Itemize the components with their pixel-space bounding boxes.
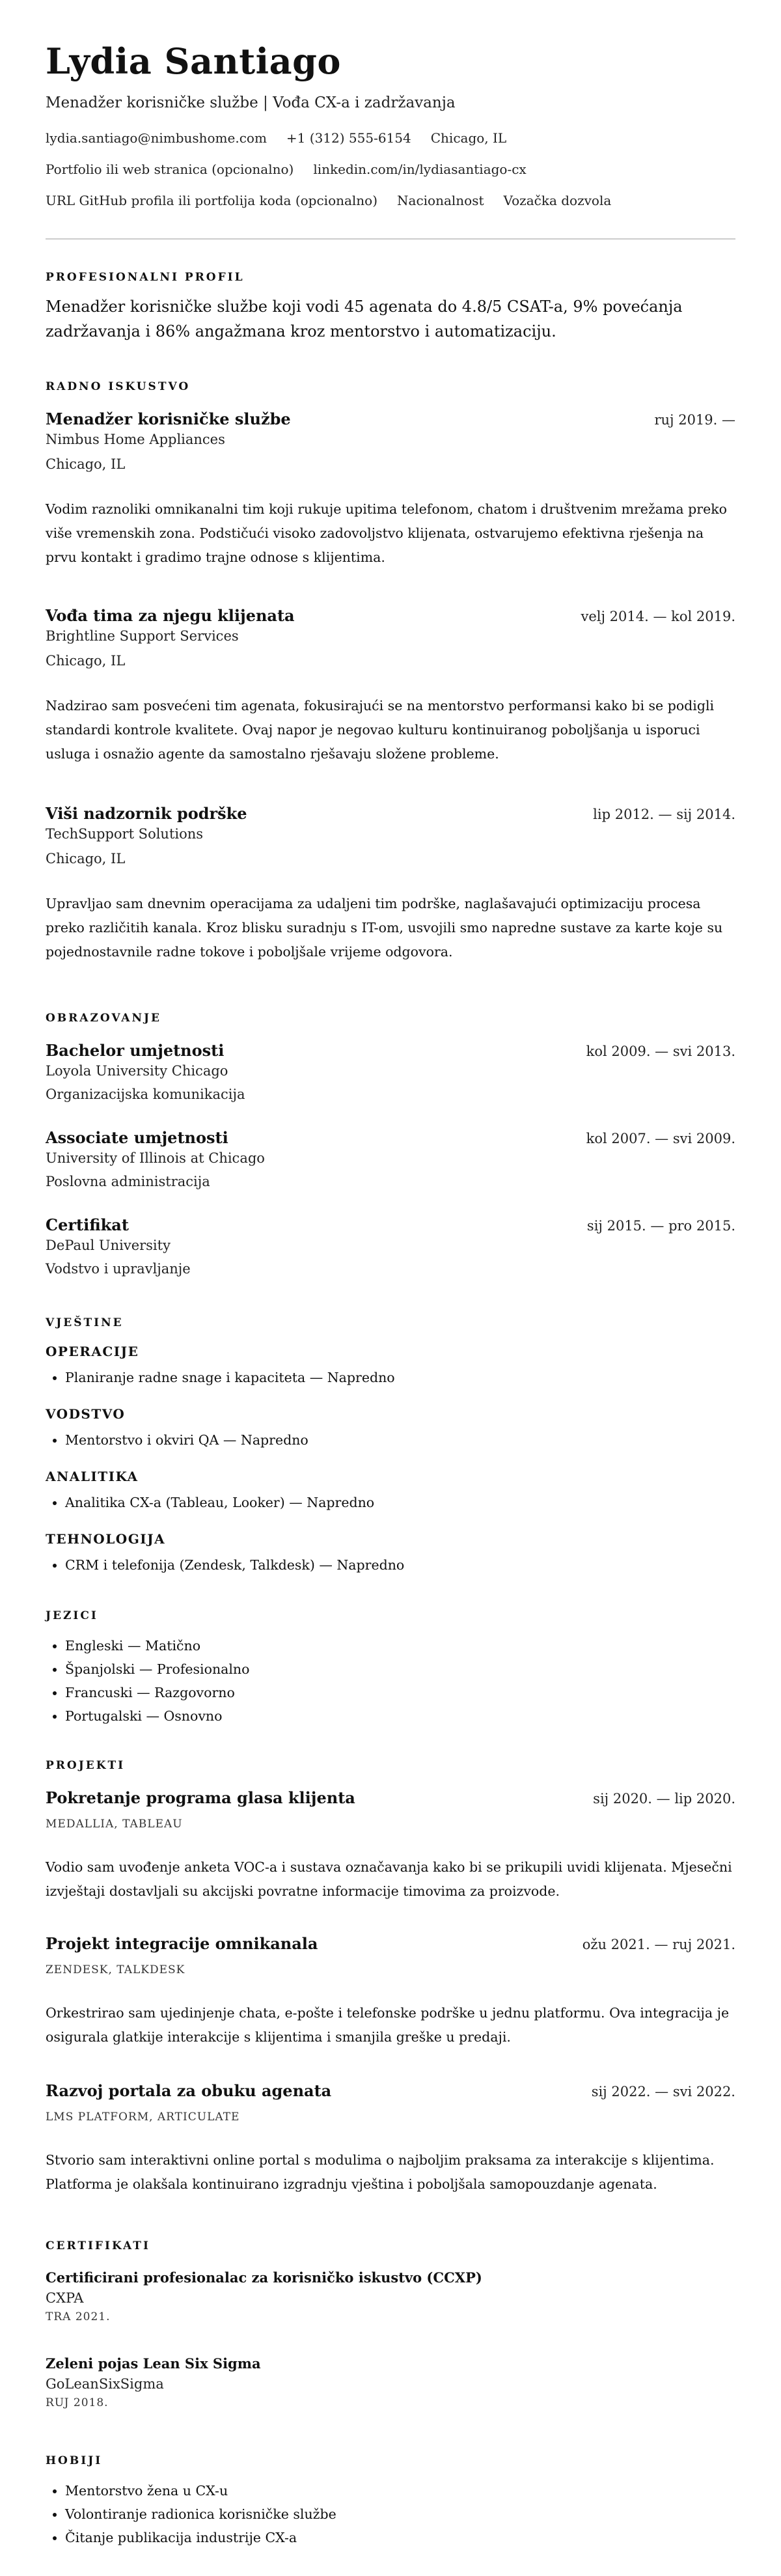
skill-group	[46, 1469, 735, 1514]
language-item: • Francuski — Razgovorno	[65, 1681, 735, 1704]
project-tags: MEDALLIA, TABLEAU	[46, 1818, 183, 1831]
section-title-languages: JEZICI	[46, 1609, 98, 1622]
project-name: Projekt integracije omnikanala	[46, 1934, 318, 1953]
field-of-study: Vodstvo i upravljanje	[46, 1261, 191, 1277]
job-location: Chicago, IL	[46, 653, 126, 669]
language-item: • Španjolski — Profesionalno	[65, 1657, 735, 1681]
hobby-list	[46, 2479, 735, 2549]
candidate-headline: Menadžer korisničke službe | Vođa CX-a i zadržavanja	[46, 94, 456, 111]
job-description: Vodim raznoliki omnikanalni tim koji rukuje upitima telefonom, chatom i društvenim mrežama preko više vremenskih zona. Podstičući visoko zadovoljstvo klijenata, ostvarujemo efektivna rješenja na prvu kontakt i gradimo trajne odnose s klijentima.	[46, 501, 727, 565]
project-name: Razvoj portala za obuku agenata	[46, 2081, 332, 2100]
linkedin-link[interactable]: linkedin.com/in/lydiasantiago-cx	[313, 161, 527, 177]
field-of-study: Poslovna administracija	[46, 1174, 210, 1189]
job-description: Nadzirao sam posvećeni tim agenata, fokusirajući se na mentorstvo performansi kako bi se podigli standardi kontrole kvalitete. Ovaj napor je negovao kulturu kontinuiranog poboljšanja u isporuci usluga i osnažio agente da samostalno rješavaju složene probleme.	[46, 698, 715, 762]
certificate-entry	[46, 2268, 735, 2325]
section-title-experience: RADNO ISKUSTVO	[46, 380, 191, 393]
city-text: Chicago, IL	[430, 130, 507, 146]
education-date: kol 2009. — svi 2013.	[586, 1044, 735, 1059]
project-entry	[46, 1788, 735, 1904]
project-header	[46, 1933, 735, 1954]
skill-list	[46, 1366, 735, 1389]
job-entry	[46, 409, 735, 570]
section-title-certificates: CERTIFIKATI	[46, 2239, 150, 2252]
hobby-item: • Volontiranje radionica korisničke službe	[65, 2502, 735, 2526]
job-title: Viši nadzornik podrške	[46, 804, 247, 823]
project-tags: LMS PLATFORM, ARTICULATE	[46, 2111, 240, 2124]
education-header	[46, 1215, 735, 1236]
contact-row-2	[46, 160, 735, 178]
header-divider	[46, 238, 735, 240]
project-header	[46, 2081, 735, 2101]
field-of-study: Organizacijska komunikacija	[46, 1087, 245, 1102]
job-date: velj 2014. — kol 2019.	[581, 609, 735, 624]
certificate-issuer: CXPA	[46, 2290, 84, 2306]
job-entry	[46, 605, 735, 766]
certificate-entry	[46, 2354, 735, 2411]
project-name: Pokretanje programa glasa klijenta	[46, 1788, 355, 1807]
project-date: ožu 2021. — ruj 2021.	[582, 1937, 735, 1952]
job-header	[46, 605, 735, 626]
job-title: Menadžer korisničke službe	[46, 409, 291, 428]
skill-group-name: ANALITIKA	[46, 1469, 139, 1484]
job-header	[46, 409, 735, 430]
skill-item: • Planiranje radne snage i kapaciteta — Napredno	[65, 1366, 735, 1389]
section-title-hobbies: HOBIJI	[46, 2454, 103, 2467]
education-date: sij 2015. — pro 2015.	[586, 1218, 735, 1234]
education-entry	[46, 1128, 735, 1191]
skill-item: • Analitika CX-a (Tableau, Looker) — Napredno	[65, 1491, 735, 1514]
skill-group	[46, 1531, 735, 1577]
skill-group-name: OPERACIJE	[46, 1344, 139, 1359]
certificate-name: Certificirani profesionalac za korisničko iskustvo (CCXP)	[46, 2269, 482, 2286]
email-link[interactable]: lydia.santiago@nimbushome.com	[46, 130, 267, 146]
job-date: lip 2012. — sij 2014.	[593, 807, 735, 822]
skill-group	[46, 1344, 735, 1389]
skill-list	[46, 1553, 735, 1577]
project-entry	[46, 1933, 735, 2049]
education-entry	[46, 1215, 735, 1279]
certificate-date: RUJ 2018.	[46, 2396, 109, 2409]
education-header	[46, 1128, 735, 1148]
degree-title: Bachelor umjetnosti	[46, 1041, 225, 1060]
job-entry	[46, 803, 735, 964]
school-name: University of Illinois at Chicago	[46, 1150, 265, 1166]
job-company: Brightline Support Services	[46, 628, 239, 644]
skill-item: • Mentorstvo i okviri QA — Napredno	[65, 1428, 735, 1452]
project-entry	[46, 2081, 735, 2196]
github-link[interactable]: URL GitHub profila ili portfolija koda (opcionalno)	[46, 193, 378, 208]
job-description: Upravljao sam dnevnim operacijama za udaljeni tim podrške, naglašavajući optimizaciju procesa preko različitih kanala. Kroz blisku suradnju s IT-om, usvojili smo napredne sustave za karte koje su pojednostavnile radne tokove i poboljšale vrijeme odgovora.	[46, 896, 723, 960]
project-description: Orkestrirao sam ujedinjenje chata, e-pošte i telefonske podrške u jednu platformu. Ova integracija je osigurala glatkije interakcije s klijentima i smanjila greške u predaji.	[46, 2005, 730, 2045]
project-description: Stvorio sam interaktivni online portal s modulima o najboljim praksama za interakcije s klijentima. Platforma je olakšala kontinuirano izgradnju vještina i poboljšala samopouzdanje agenata.	[46, 2152, 715, 2192]
license-text: Vozačka dozvola	[503, 193, 612, 208]
school-name: DePaul University	[46, 1238, 171, 1253]
job-header	[46, 803, 735, 824]
education-entry	[46, 1040, 735, 1104]
job-title: Vođa tima za njegu klijenata	[46, 606, 295, 625]
language-list	[46, 1634, 735, 1728]
certificate-issuer: GoLeanSixSigma	[46, 2376, 164, 2392]
project-date: sij 2020. — lip 2020.	[593, 1791, 735, 1807]
skill-group-name: TEHNOLOGIJA	[46, 1531, 166, 1547]
hobby-item: • Čitanje publikacija industrije CX-a	[65, 2526, 735, 2549]
school-name: Loyola University Chicago	[46, 1063, 228, 1079]
nationality-text: Nacionalnost	[397, 193, 484, 208]
job-location: Chicago, IL	[46, 456, 126, 472]
degree-title: Certifikat	[46, 1215, 129, 1234]
education-date: kol 2007. — svi 2009.	[586, 1131, 735, 1146]
skill-list	[46, 1428, 735, 1452]
certificate-date: TRA 2021.	[46, 2310, 111, 2323]
project-tags: ZENDESK, TALKDESK	[46, 1963, 185, 1976]
skill-list	[46, 1491, 735, 1514]
education-header	[46, 1040, 735, 1061]
language-item: • Portugalski — Osnovno	[65, 1704, 735, 1728]
project-date: sij 2022. — svi 2022.	[591, 2084, 735, 2099]
contact-row-1	[46, 129, 735, 147]
profile-summary: Menadžer korisničke službe koji vodi 45 agenata do 4.8/5 CSAT-a, 9% povećanja zadržavanja i 86% angažmana kroz mentorstvo i automatizaciju.	[46, 298, 683, 340]
hobby-item: • Mentorstvo žena u CX-u	[65, 2479, 735, 2502]
portfolio-link[interactable]: Portfolio ili web stranica (opcionalno)	[46, 161, 294, 177]
section-title-education: OBRAZOVANJE	[46, 1012, 162, 1025]
skill-group	[46, 1406, 735, 1452]
job-company: TechSupport Solutions	[46, 826, 204, 842]
skill-group-name: VODSTVO	[46, 1406, 126, 1422]
section-title-projects: PROJEKTI	[46, 1759, 126, 1772]
language-item: • Engleski — Matično	[65, 1634, 735, 1657]
project-header	[46, 1788, 735, 1808]
certificate-name: Zeleni pojas Lean Six Sigma	[46, 2355, 261, 2372]
project-description: Vodio sam uvođenje anketa VOC-a i sustava označavanja kako bi se prikupili uvidi klijenata. Mjesečni izvještaji dostavljali su akcijski povratne informacije timovima za proizvode.	[46, 1859, 732, 1899]
phone-text: +1 (312) 555-6154	[286, 130, 411, 146]
section-title-profile: PROFESIONALNI PROFIL	[46, 271, 245, 284]
candidate-name: Lydia Santiago	[46, 40, 341, 82]
skill-item: • CRM i telefonija (Zendesk, Talkdesk) — Napredno	[65, 1553, 735, 1577]
job-date: ruj 2019. —	[654, 412, 735, 428]
section-title-skills: VJEŠTINE	[46, 1316, 124, 1329]
degree-title: Associate umjetnosti	[46, 1128, 228, 1147]
job-location: Chicago, IL	[46, 851, 126, 866]
job-company: Nimbus Home Appliances	[46, 432, 225, 447]
contact-row-3	[46, 191, 735, 210]
